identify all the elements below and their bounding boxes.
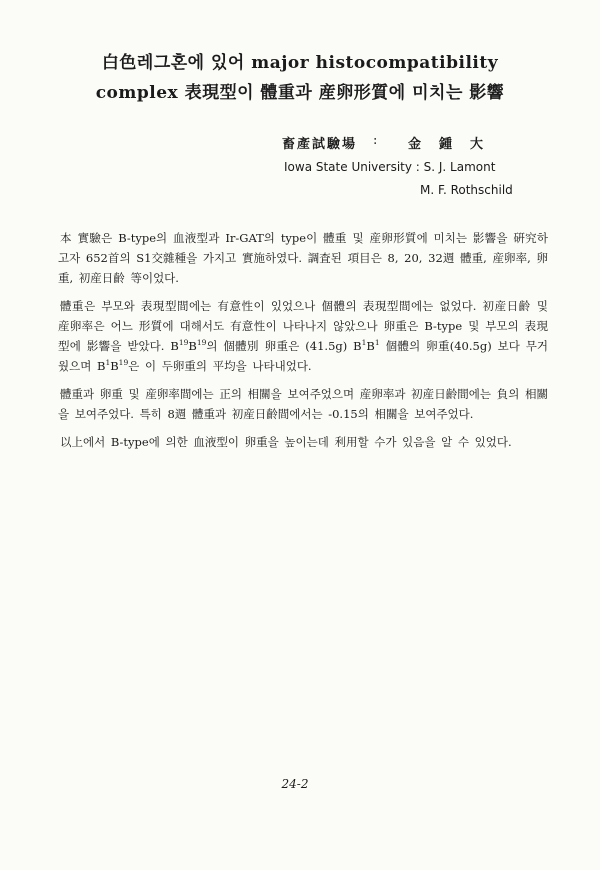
p2-text-e: 個體의 卵重(40.5g) 보다 무거웠으며 B <box>58 339 548 373</box>
p2-text-a: 體重은 부모와 表現型間에는 有意性이 있었으나 個體의 表現型間에는 없었다. 初産日齡 및 産卵率은 어느 形質에 대해서도 有意性이 나타나지 않았으나 卵重은 B-type 및 부모의 表現型에 影響을 받았다. B <box>58 299 548 353</box>
abstract-paragraph-3: 體重과 卵重 및 産卵率間에는 正의 相關을 보여주었으며 産卵率과 初産日齡間에는 負의 相關을 보여주었다. 특히 8週 體重과 初産日齡間에서는 -0.15의 相關을 보여주었다. <box>58 387 548 421</box>
affiliation-label: 畜產試驗場 <box>282 137 358 152</box>
p2-text-b: B <box>188 339 197 353</box>
author-second: M. F. Rothschild <box>420 183 513 197</box>
abstract-paragraph-2 <box>58 296 548 376</box>
p2-text-g: 은 이 두卵重의 平均을 나타내었다. <box>128 359 312 373</box>
title-line-1: 白色레그혼에 있어 major histocompatibility <box>101 53 499 73</box>
abstract-paragraph-4: 以上에서 B-type에 의한 血液型이 卵重을 높이는데 利用할 수가 있음을 알 수 있었다. <box>60 435 512 449</box>
p2-sup-5: 1 <box>105 358 111 368</box>
author-name-korean: 金鍾大 <box>408 137 502 152</box>
title-line-2: complex 表現型이 體重과 産卵形質에 미치는 影響 <box>95 83 505 103</box>
affiliation-colon: : <box>373 133 378 148</box>
p2-text-f: B <box>110 359 119 373</box>
page-number: 24-2 <box>281 777 309 791</box>
p2-sup-6: 19 <box>118 358 129 368</box>
p2-text-c: 의 個體別 卵重은 (41.5g) B <box>206 339 362 353</box>
abstract-paragraph-1: 本 實驗은 B-type의 血液型과 Ir-GAT의 type이 體重 및 産卵形質에 미치는 影響을 硏究하고자 652首의 S1交雜種을 가지고 實施하였다. 調査된 項目은 8, 20, 32週 體重, 産卵率, 卵重, 初産日齡 等이었다. <box>58 231 548 285</box>
p2-text-d: B <box>366 339 375 353</box>
p2-sup-2: 19 <box>196 338 207 348</box>
p2-sup-4: 1 <box>374 338 380 348</box>
author-university-line: Iowa State University : S. J. Lamont <box>284 160 496 174</box>
abstract-body <box>58 228 548 460</box>
p2-sup-1: 19 <box>178 338 189 348</box>
p2-sup-3: 1 <box>361 338 367 348</box>
